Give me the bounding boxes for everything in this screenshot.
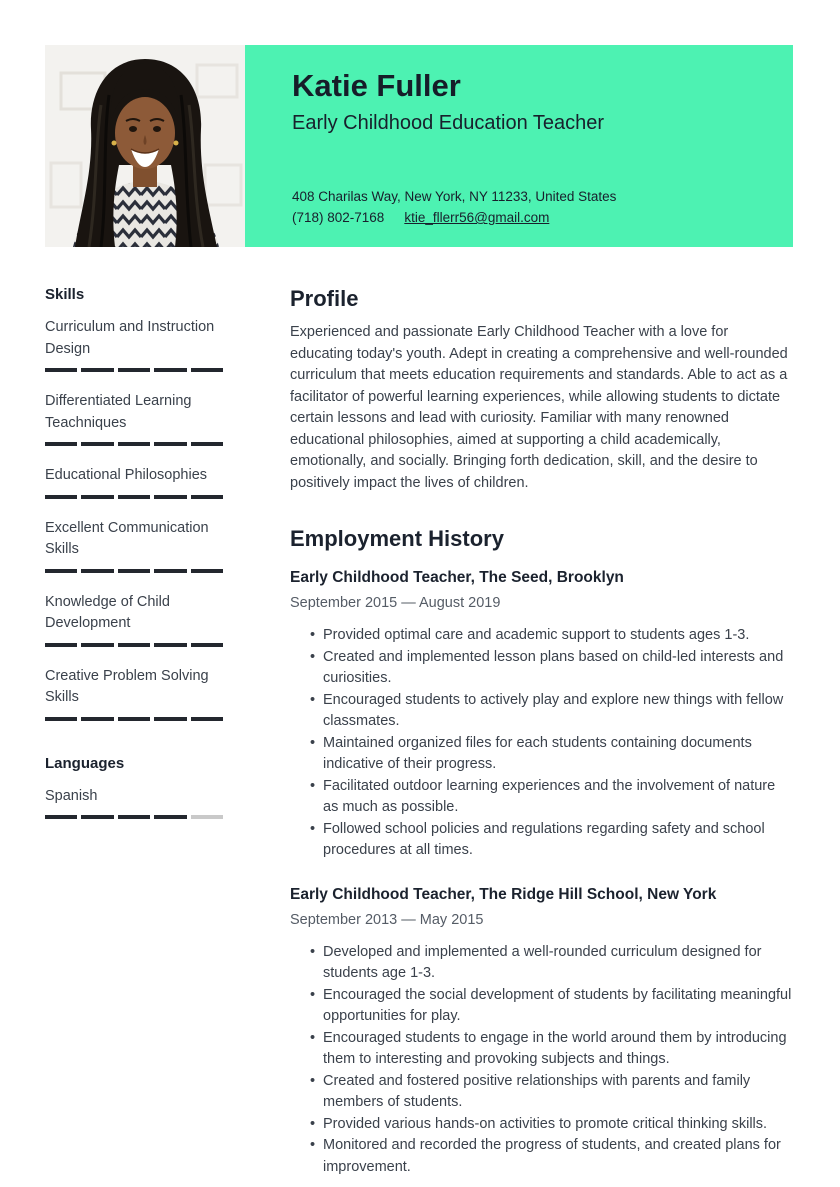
skill-level-bar [45,569,223,573]
level-segment [81,643,113,647]
level-segment [154,442,186,446]
skill-item [45,465,223,499]
contact-address: 408 Charilas Way, New York, NY 11233, United States [292,189,617,204]
candidate-name: Katie Fuller [292,68,461,103]
job-bullet: • Encouraged students to actively play and explore new things with fellow classmates. [323,690,793,733]
job-bullet: • Maintained organized files for each students containing documents indicative of their progress. [323,733,793,776]
level-segment [118,815,150,819]
level-segment [118,368,150,372]
contact-row [292,207,769,228]
job-bullet: • Created and fostered positive relationships with parents and family members of students. [323,1071,793,1114]
skill-level-bar [45,495,223,499]
job-bullet: • Encouraged the social development of students by facilitating meaningful opportunities for play. [323,985,793,1028]
job-bullet-list [290,942,793,1179]
skill-label: Excellent Communication Skills [45,519,209,557]
skill-label: Educational Philosophies [45,467,208,483]
level-segment [118,569,150,573]
job-bullet: • Monitored and recorded the progress of students, and created plans for improvement. [323,1135,793,1178]
skill-item [45,518,223,573]
level-segment [45,495,77,499]
level-segment [81,569,113,573]
level-segment [118,643,150,647]
job-dates: September 2013 — May 2015 [290,911,484,928]
profile-text: Experienced and passionate Early Childhood Teacher with a love for educating today's youth. Adept in creating a comprehensive and well-rounded curriculum that meets education requirements and standards. Able to act as a facilitator of powerful learning experiences, while allowing students to dictate certain lessons and lead with curiosity. Familiar with many renowned educational philosophies, aimed at supporting a child academically, emotionally, and socially. Bringing forth dedication, skill, and the desire to positively impact the lives of children. [290,324,788,491]
skill-level-bar [45,442,223,446]
level-segment [191,368,223,372]
language-level-bar [45,815,223,819]
level-segment [191,717,223,721]
skill-item [45,666,223,721]
skill-level-bar [45,643,223,647]
job-title: Early Childhood Teacher, The Ridge Hill School, New York [290,885,717,903]
skill-item [45,592,223,647]
job-bullet: • Provided optimal care and academic support to students ages 1-3. [323,625,793,647]
skill-label: Differentiated Learning Teachniques [45,393,192,431]
resume-body [0,285,840,1178]
skill-label: Curriculum and Instruction Design [45,319,215,357]
job-bullet: • Followed school policies and regulations regarding safety and school procedures at all times. [323,819,793,862]
languages-section [45,754,223,820]
resume-header [0,0,840,247]
job-bullet: • Encouraged students to engage in the world around them by introducing them to interesting and provoking subjects and things. [323,1028,793,1071]
profile-section [290,285,793,494]
level-segment [45,569,77,573]
level-segment [154,717,186,721]
level-segment [45,717,77,721]
email-link[interactable]: ktie_fllerr56@gmail.com [404,210,550,225]
level-segment [191,815,223,819]
level-segment [191,495,223,499]
level-segment [118,717,150,721]
job-entry [290,884,793,1179]
level-segment [81,442,113,446]
level-segment [81,495,113,499]
profile-photo [45,45,245,247]
skills-section [45,285,223,721]
level-segment [154,368,186,372]
level-segment [81,815,113,819]
main-column [290,285,793,1178]
languages-heading: Languages [45,754,125,772]
job-bullet: • Provided various hands-on activities to promote critical thinking skills. [323,1114,793,1136]
level-segment [45,442,77,446]
level-segment [191,442,223,446]
header-banner [245,45,793,247]
job-title: Early Childhood Teacher, The Seed, Brooklyn [290,569,624,586]
level-segment [45,815,77,819]
level-segment [191,569,223,573]
level-segment [81,717,113,721]
employment-heading: Employment History [290,526,504,551]
level-segment [45,643,77,647]
skill-label: Creative Problem Solving Skills [45,667,209,705]
sidebar [45,285,223,838]
job-bullet: • Created and implemented lesson plans based on child-led interests and curiosities. [323,647,793,690]
level-segment [154,815,186,819]
contact-phone: (718) 802-7168 [292,210,385,225]
level-segment [45,368,77,372]
level-segment [118,442,150,446]
job-bullet: • Facilitated outdoor learning experiences and the involvement of nature as much as possible. [323,776,793,819]
skill-level-bar [45,717,223,721]
level-segment [191,643,223,647]
level-segment [118,495,150,499]
skill-item [45,317,223,372]
skills-heading: Skills [45,286,85,303]
skill-level-bar [45,368,223,372]
job-dates: September 2015 — August 2019 [290,595,501,611]
level-segment [154,643,186,647]
profile-heading: Profile [290,286,359,311]
level-segment [81,368,113,372]
language-item [45,786,223,820]
level-segment [154,569,186,573]
skill-label: Knowledge of Child Development [45,593,170,631]
employment-section [290,525,793,1178]
skill-item [45,391,223,446]
candidate-role: Early Childhood Education Teacher [292,112,605,134]
language-label: Spanish [45,787,98,804]
job-bullet: • Developed and implemented a well-rounded curriculum designed for students age 1-3. [323,942,793,985]
level-segment [154,495,186,499]
contact-block [292,186,769,228]
job-bullet-list [290,625,793,862]
job-entry [290,567,793,862]
